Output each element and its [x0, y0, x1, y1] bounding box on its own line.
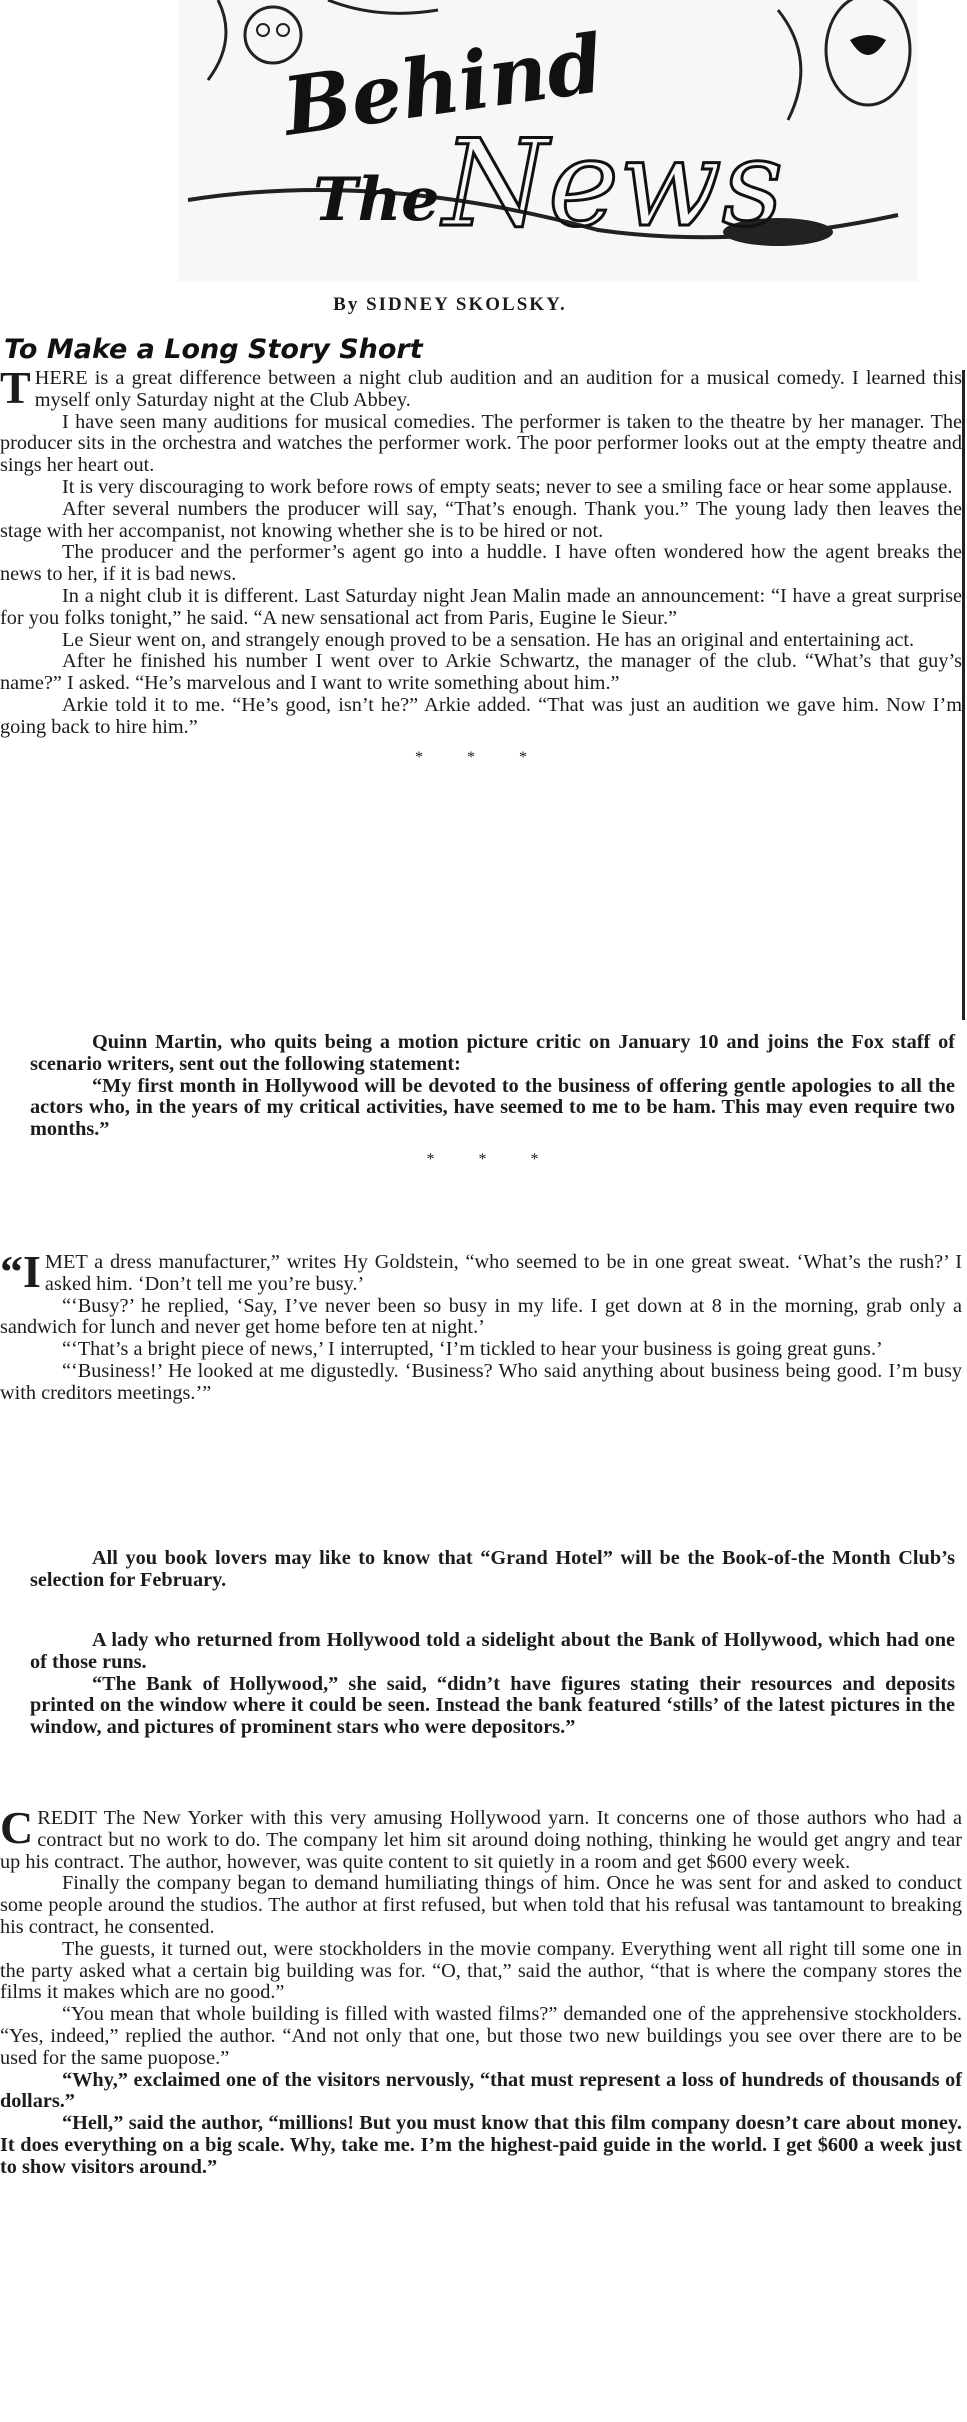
story-6 — [0, 1802, 962, 2179]
byline: By SIDNEY SKOLSKY. — [333, 294, 567, 315]
paragraph: CREDIT The New Yorker with this very amusing Hollywood yarn. It concerns one of those authors who had a contract but no work to do. The company let him sit around doing nothing, thinking he would get angry and tear up his contract. The author, however, was quite content to sit quietly in a room and get $600 every week. — [0, 1802, 962, 1873]
paragraph: “You mean that whole building is filled with wasted films?” demanded one of the apprehensive stockholders. “Yes, indeed,” replied the author. “And not only that one, but those two new buildings you see over there are to be used for the same puopose.” — [0, 2003, 962, 2069]
title-the: The — [313, 165, 440, 235]
paragraph: “‘Business!’ He looked at me digustedly. ‘Business? Who said anything about business being good. I’m busy with creditors meetings.’” — [0, 1359, 962, 1404]
paragraph: After he finished his number I went over to Arkie Schwartz, the manager of the club. “What’s that guy’s name?” I asked. “He’s marvelous and I want to write something about him.” — [0, 650, 962, 695]
paragraph: “The Bank of Hollywood,” she said, “didn’t have figures stating their resources and deposits printed on the window where it could be seen. Instead the bank featured ‘stills’ of the latest pictures in the window, and pictures of prominent stars who were depositors.” — [30, 1672, 955, 1739]
paragraph: “IMET a dress manufacturer,” writes Hy Goldstein, “who seemed to be in one great sweat. ‘What’s the rush?’ I asked him. ‘Don’t tell me you’re busy.’ — [0, 1246, 962, 1297]
paragraph: A lady who returned from Hollywood told a sidelight about the Bank of Hollywood, which had one of those runs. — [30, 1629, 955, 1673]
story-1 — [0, 362, 962, 781]
paragraph: The guests, it turned out, were stockholders in the movie company. Everything went all right till some one in the party asked what a certain big building was for. “O, that,” said the author, “that is where the company stores the films it makes which are no good.” — [0, 1937, 962, 2004]
story-3 — [0, 1246, 962, 1405]
separator-stars: * * * — [426, 1150, 559, 1168]
story-2 — [30, 1032, 955, 1183]
paragraph: “‘Busy?’ he replied, ‘Say, I’ve never been so busy in my life. I get down at 8 in the morning, grab only a sandwich for lunch and never get home before ten at night.’ — [0, 1294, 962, 1339]
drop-cap: C — [0, 1802, 34, 1853]
paragraph: “Why,” exclaimed one of the visitors nervously, “that must represent a loss of hundreds of thousands of dollars.” — [0, 2068, 962, 2113]
paragraph: Quinn Martin, who quits being a motion picture critic on January 10 and joins the Fox staff of scenario writers, sent out the following statement: — [30, 1031, 955, 1075]
paragraph: I have seen many auditions for musical comedies. The performer is taken to the theatre by her manager. The producer sits in the orchestra and watches the performer work. The poor performer looks out at the empty theatre and sings her heart out. — [0, 410, 962, 477]
paragraph: Finally the company began to demand humiliating things of him. Once he was sent for and asked to conduct some people around the studios. The author at first refused, but when told that his refusal was tantamount to breaking his contract, he consented. — [0, 1872, 962, 1938]
paragraph: After several numbers the producer will say, “That’s enough. Thank you.” The young lady then leaves the stage with her accompanist, not knowing whether she is to be hired or not. — [0, 497, 962, 542]
header-drawing — [178, 0, 918, 282]
paragraph: THERE is a great difference between a night club audition and an audition for a musical comedy. I learned this myself only Saturday night at the Club Abbey. — [0, 362, 962, 413]
paragraph: “Hell,” said the author, “millions! But you must know that this film company doesn’t care about money. It does everything on a big scale. Why, take me. I’m the highest-paid guide in the world. I get $600 a week just to show visitors around.” — [0, 2112, 962, 2178]
header-illustration — [178, 0, 918, 282]
drop-cap: “I — [0, 1246, 41, 1297]
title-behind: Behind — [277, 16, 609, 154]
separator-stars: * * * — [415, 748, 547, 766]
paragraph: Arkie told it to me. “He’s good, isn’t he?” Arkie added. “That was just an audition we gave him. Now I’m going back to hire him.” — [0, 693, 962, 738]
paragraph: The producer and the performer’s agent go into a huddle. I have often wondered how the agent breaks the news to her, if it is bad news. — [0, 541, 962, 586]
paragraph: All you book lovers may like to know that “Grand Hotel” will be the Book-of-the Month Club’s selection for February. — [30, 1547, 955, 1591]
title-news: News — [443, 115, 784, 254]
paragraph: It is very discouraging to work before rows of empty seats; never to see a smiling face or hear some applause. — [62, 475, 953, 498]
paragraph: In a night club it is different. Last Saturday night Jean Malin made an announcement: “I have a great surprise for you folks tonight,” he said. “A new sensational act from Paris, Eugine le Sieur.” — [0, 584, 962, 629]
column-rule — [962, 370, 965, 1020]
paragraph: Le Sieur went on, and strangely enough proved to be a sensation. He has an original and entertaining act. — [62, 628, 915, 651]
story-headline: To Make a Long Story Short — [4, 334, 423, 365]
story-4 — [30, 1548, 955, 1592]
drop-cap: T — [0, 362, 31, 413]
paragraph: “‘That’s a bright piece of news,’ I interrupted, ‘I’m tickled to hear your business is going great guns.’ — [62, 1338, 883, 1361]
story-5 — [30, 1630, 955, 1739]
paragraph: “My first month in Hollywood will be devoted to the business of offering gentle apologies to all the actors who, in the years of my critical activities, have seemed to me to be ham. This may even require two months.” — [30, 1074, 955, 1141]
